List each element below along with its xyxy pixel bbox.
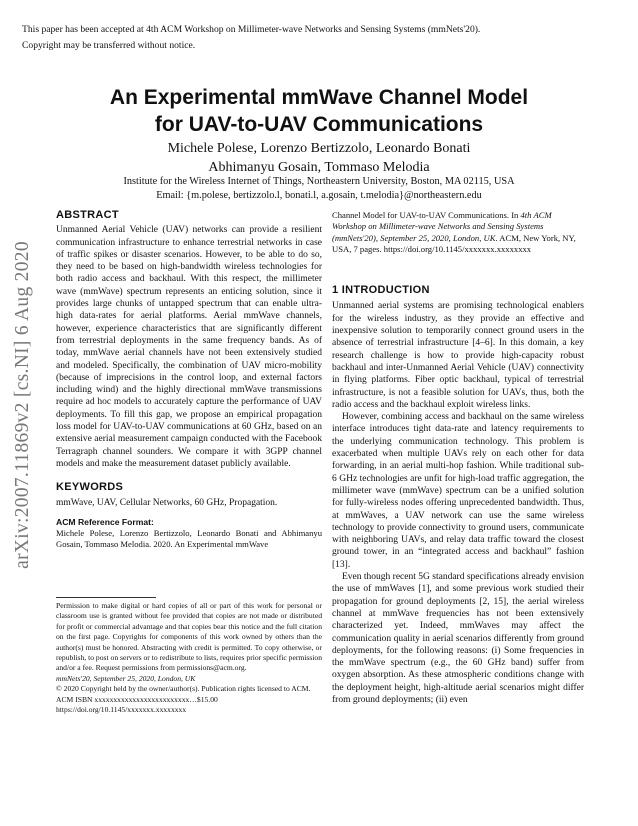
reference-format-text: Michele Polese, Lorenzo Bertizzolo, Leonardo Bonati and Abhimanyu Gosain, Tommaso Melodia. 2020. An Experimental mmWave <box>56 528 322 550</box>
title-line-1: An Experimental mmWave Channel Model <box>109 86 529 109</box>
reference-format-heading: ACM Reference Format: <box>56 516 154 527</box>
right-column <box>332 210 584 706</box>
keywords-text: mmWave, UAV, Cellular Networks, 60 GHz, Propagation. <box>56 497 278 508</box>
abstract-text: Unmanned Aerial Vehicle (UAV) networks can provide a resilient communication infrastructure to enhance terrestrial networks in case of traffic spikes or disaster scenarios. However, to be able to do so, they need to be based on high-bandwidth wireless technologies for both radio access and backhaul. With this respect, the millimeter wave (mmWave) spectrum represents an enticing solution, since it provides large chunks of untapped spectrum that can enable ultra-high data-rates for aerial platforms. Aerial mmWave channels, however, experience characteristics that are significantly different from terrestrial deployments in the same frequency bands. As of today, mmWave aerial channels have not been extensively studied and modeled. Specifically, the combination of UAV micro-mobility (because of imprecisions in the control loop, and external factors including wind) and the highly directional mmWave transmissions require ad hoc models to accurately capture the performance of UAV deployments. To fill this gap, we propose an empirical propagation loss model for UAV-to-UAV communications at 60 GHz, based on an extensive aerial measurement campaign conducted with the Facebook Terragraph channel sounders. We compare it with 3GPP channel models and make the measurement dataset publicly available. <box>56 225 322 469</box>
doi-line: https://doi.org/10.1145/xxxxxxx.xxxxxxxx <box>56 705 187 715</box>
author-list <box>0 139 638 177</box>
footnote-divider <box>56 597 156 598</box>
paper-title <box>0 84 638 138</box>
introduction-heading: 1 INTRODUCTION <box>332 284 430 297</box>
reference-plain-1: Channel Model for UAV-to-UAV Communications. In <box>332 210 521 220</box>
intro-paragraph-3: Even though recent 5G standard specifications already envision the use of mmWaves [1], and some previous work studied their propagation for ground deployments [2, 15], the aerial wireless channel at mmWave frequencies has not been extensively characterized yet. Indeed, mmWaves may affect the communication quality in aerial scenarios differently from ground deployments, for the following reasons: (i) Some frequencies in the mmWave spectrum (e.g., the 60 GHz band) suffer from oxygen absorption. As these atmospheric conditions change with the deployment height, high-altitude aerial scenarios might differ from ground deployments; (ii) even <box>332 572 584 705</box>
intro-paragraph-1: Unmanned aerial systems are promising technological enablers for the wireless industry, as they provide an effective and inexpensive solution to temporarily connect ground users in the absence of terrestrial infrastructure [4–6]. In this domain, a key research challenge is how to provide high-capacity robust backhaul and inter-Unmanned Aerial Vehicle (UAV) connectivity in flying platforms. Fiber optic backhaul, typical of terrestrial infrastructure, is not a feasible solution for UAVs, thus, both the radio access and the backhaul exploit wireless links. <box>332 301 584 410</box>
intro-paragraph-2: However, combining access and backhaul on the same wireless interface introduces tight data-rate and latency requirements to the underlying communication technology. This problem is exacerbated when multiple UAVs rely on each other for data forwarding, in an aerial multi-hop fashion. While traditional sub-6 GHz technologies are unfit for high-load traffic aggregation, the millimeter wave (mmWave) spectrum can be a unified solution for fully-wireless nodes offering unprecedented bandwidth. Thus, at mmWaves, a UAV network can use the same wireless technology to provide connectivity to ground users, communicate with neighboring UAVs, and relay data traffic toward the closest ground tower, in an “integrated access and backhaul” fashion [13]. <box>332 412 584 570</box>
affiliation <box>0 175 638 203</box>
permission-text: Permission to make digital or hard copies of all or part of this work for personal or classroom use is granted without fee provided that copies are not made or distributed for profit or commercial advantage and that copies bear this notice and the full citation on the first page. Copyrights for components of this work owned by others than the author(s) must be honored. Abstracting with credit is permitted. To copy otherwise, or republish, to post on servers or to redistribute to lists, requires prior specific permission and/or a fee. Request permissions from permissions@acm.org. <box>56 601 322 673</box>
authors-line-2: Abhimanyu Gosain, Tommaso Melodia <box>208 160 430 175</box>
left-column <box>56 209 322 551</box>
copyright-line: © 2020 Copyright held by the owner/author(s). Publication rights licensed to ACM. <box>56 684 311 694</box>
notice-line-2: Copyright may be transferred without notice. <box>22 40 196 51</box>
venue-line: mmNets'20, September 25, 2020, London, UK <box>56 673 196 683</box>
email-line: Email: {m.polese, bertizzolo.l, bonati.l, a.gosain, t.melodia}@northeastern.edu <box>156 190 482 201</box>
arxiv-id: arXiv:2007.11869v2 [cs.NI] 6 Aug 2020 <box>12 241 33 569</box>
acceptance-notice <box>22 22 582 54</box>
title-line-2: for UAV-to-UAV Communications <box>154 113 484 136</box>
keywords-heading: KEYWORDS <box>56 481 124 494</box>
institute: Institute for the Wireless Internet of Things, Northeastern University, Boston, MA 02115, USA <box>123 176 515 187</box>
reference-plain-2: . ACM, New York, NY, USA, 7 pages. https://doi.org/10.1145/xxxxxxx.xxxxxxxx <box>332 232 576 254</box>
reference-venue-italic: 4th ACM Workshop on Millimeter-wave Networks and Sensing Systems (mmNets'20), September 25, 2020, London, UK <box>332 210 552 243</box>
permission-block <box>56 601 322 715</box>
reference-continued <box>332 210 584 255</box>
abstract-heading: ABSTRACT <box>56 209 119 221</box>
isbn-line: ACM ISBN xxxxxxxxxxxxxxxxxxxxxxxxx…$15.00 <box>56 694 218 704</box>
notice-line-1: This paper has been accepted at 4th ACM Workshop on Millimeter-wave Networks and Sensing Systems (mmNets'20). <box>22 24 481 35</box>
arxiv-stamp <box>6 230 40 580</box>
authors-line-1: Michele Polese, Lorenzo Bertizzolo, Leonardo Bonati <box>167 141 471 156</box>
